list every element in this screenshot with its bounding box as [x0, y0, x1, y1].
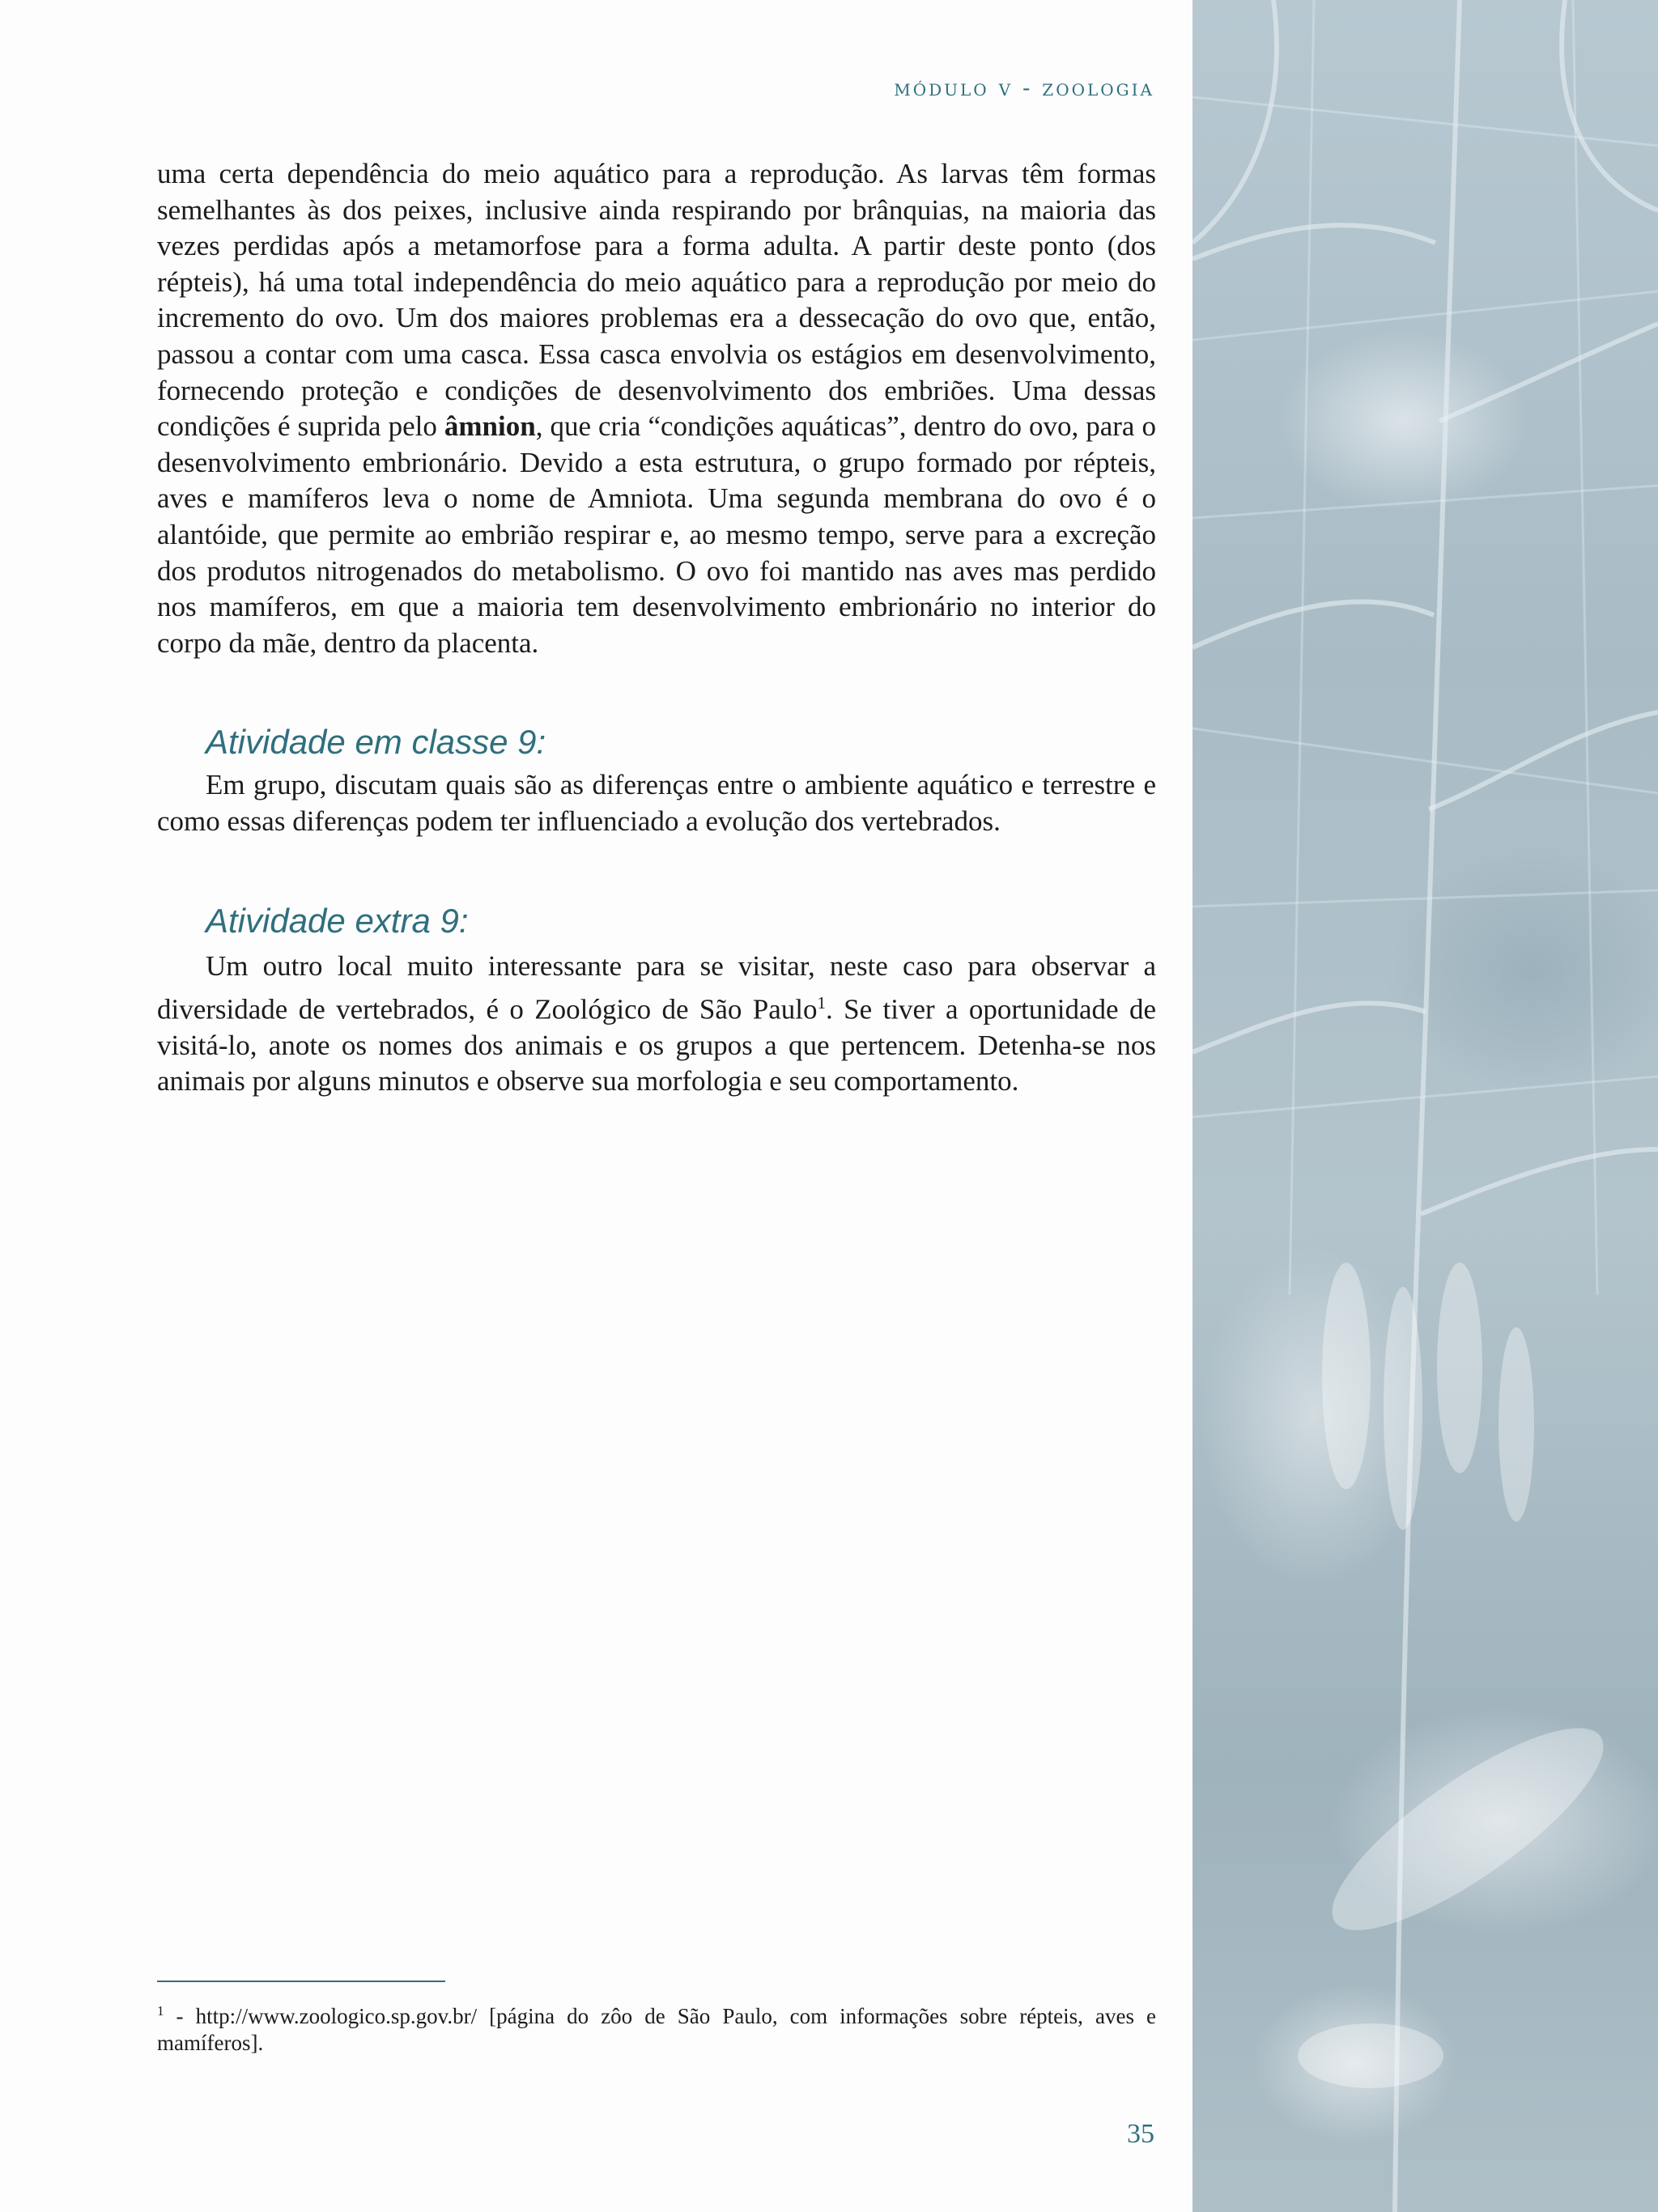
leaf-texture-panel — [1192, 0, 1658, 2212]
leaf-vein-pattern — [1192, 0, 1658, 2212]
activity-extra-heading: Atividade extra 9: — [206, 902, 469, 940]
page-number: 35 — [1127, 2119, 1154, 2149]
footnote-text: - http://www.zoologico.sp.gov.br/ [página do zôo de São Paulo, com informações sobre répteis, aves e mamíferos]. — [157, 2004, 1156, 2055]
paragraph-text: , que cria “condições aquáticas”, dentro do ovo, para o desenvolvimento embrionário. Devido a esta estrutura, o grupo formado por répteis, aves e mamíferos leva o nome de Amniota. Uma segunda membrana do ovo é o alantóide, que permite ao embrião respirar e, ao mesmo tempo, serve para a excreção dos produtos nitrogenados do metabolismo. O ovo foi mantido nas aves mas perdido nos mamíferos, em que a maioria tem desenvolvimento embrionário no interior do corpo da mãe, dentro da placenta. — [157, 410, 1156, 659]
activity-class-text-block — [157, 767, 1156, 839]
paragraph-text: uma certa dependência do meio aquático para a reprodução. As larvas têm formas semelhantes às dos peixes, inclusive ainda respirando por brânquias, na maioria das vezes perdidas após a metamorfose para a forma adulta. A partir deste ponto (dos répteis), há uma total independência do meio aquático para a reprodução por meio do incremento do ovo. Um dos maiores problemas era a dessecação do ovo que, então, passou a contar com uma casca. Essa casca envolvia os estágios em desenvolvimento, fornecendo proteção e condições de desenvolvimento dos embriões. Uma dessas condições é suprida pelo — [157, 158, 1156, 443]
bold-term: âmnion — [444, 410, 536, 443]
footnote-reference: 1 — [817, 992, 826, 1013]
activity-class-heading: Atividade em classe 9: — [206, 723, 546, 761]
running-title: módulo v - zoologia — [894, 74, 1154, 101]
footnote — [157, 1998, 1156, 2057]
activity-extra-text: . Se tiver a oportunidade de visitá-lo, anote os nomes dos animais e os grupos a que pertencem. Detenha-se nos animais por alguns minutos e observe sua morfologia e seu comportamento. — [157, 993, 1156, 1098]
activity-class-text: Em grupo, discutam quais são as diferenças entre o ambiente aquático e terrestre e como essas diferenças podem ter influenciado a evolução dos vertebrados. — [157, 769, 1156, 837]
footnote-marker: 1 — [157, 2003, 164, 2019]
activity-extra-text-block — [157, 949, 1156, 1100]
activity-extra-text: Um outro local muito interessante para se visitar, neste caso para observar a diversidade de vertebrados, é o Zoológico de São Paulo — [157, 950, 1156, 1025]
footnote-divider — [157, 1981, 445, 1982]
body-paragraph — [157, 156, 1156, 661]
